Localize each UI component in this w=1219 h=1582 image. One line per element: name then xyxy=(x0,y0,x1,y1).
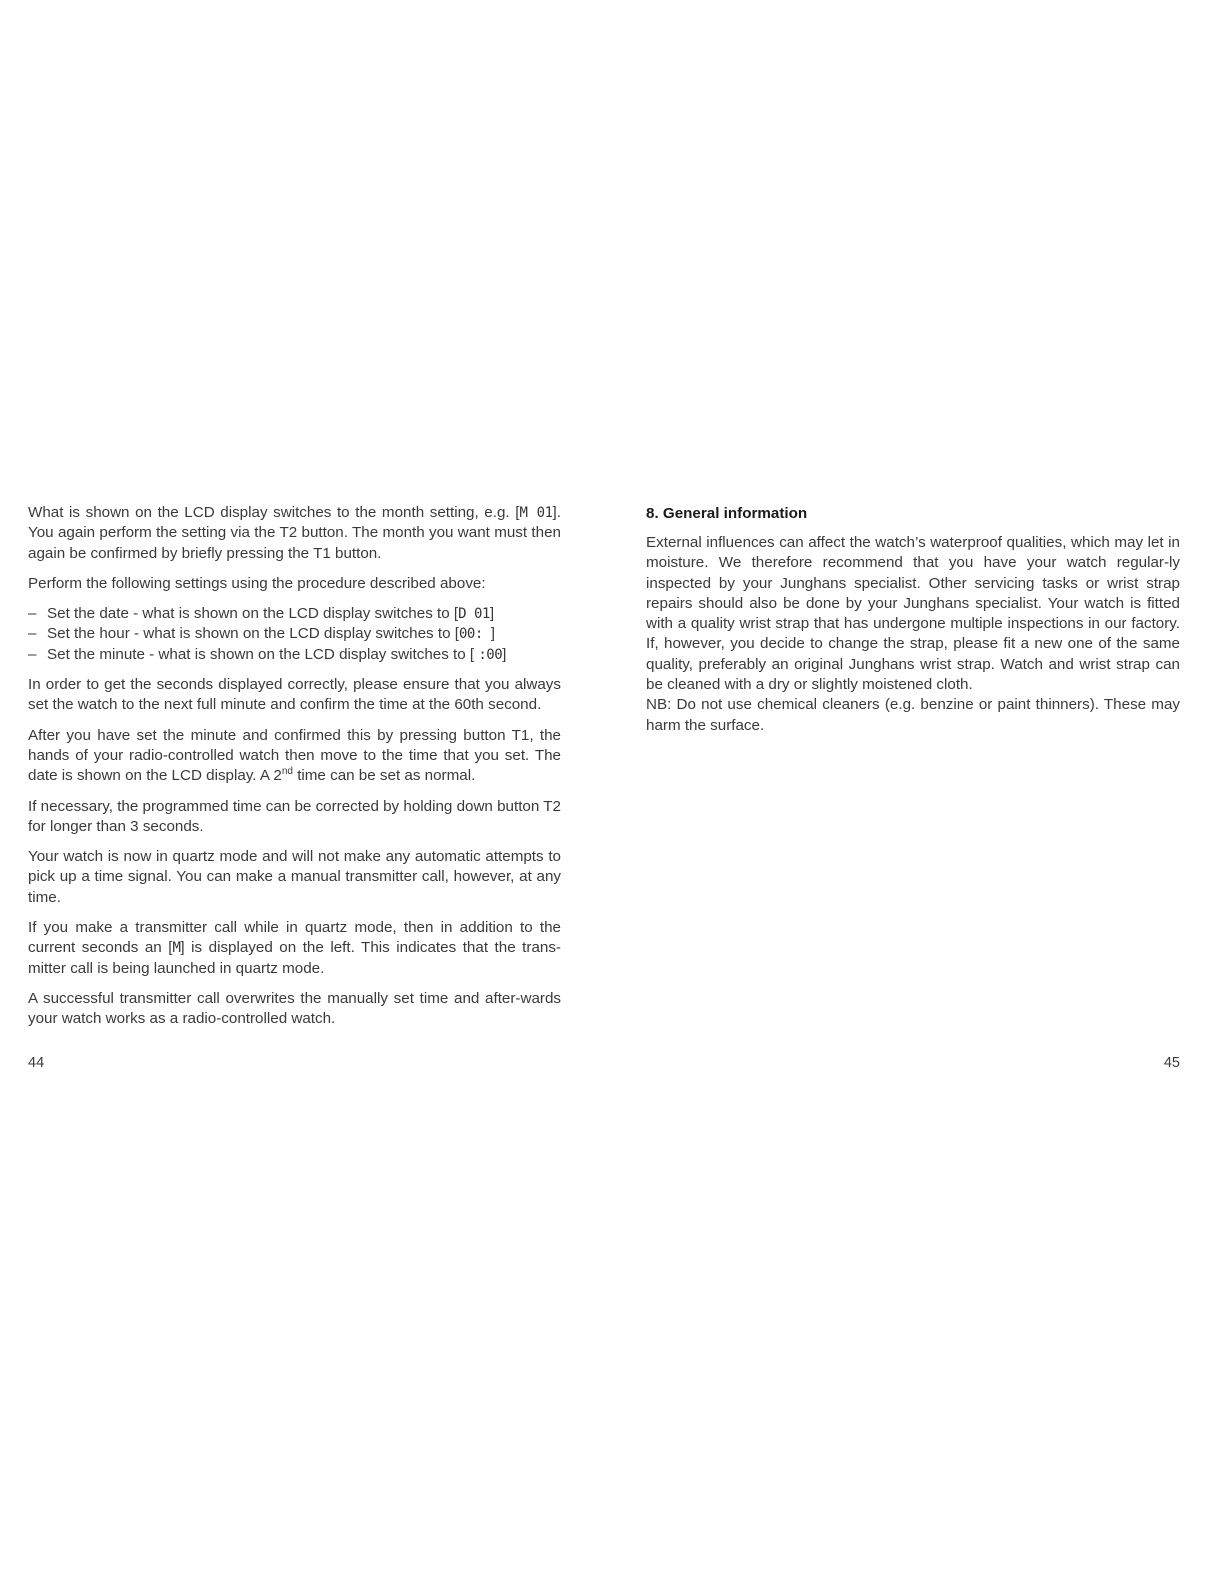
text: ] is displayed on the left. This indicates that the trans-mitter call is being launched in quartz mode. xyxy=(28,939,561,977)
text: Set the minute - what is shown on the LCD display switches to [ xyxy=(47,645,479,663)
paragraph-successful-call: A successful transmitter call overwrites the manually set time and after-wards your watch works as a radio-controlled watch. xyxy=(28,989,561,1028)
paragraph-general-info: External influences can affect the watch’s waterproof qualities, which may let in moisture. We therefore recommend that you have your watch regular-ly inspected by your Junghans specialist. Other servicing tasks or wrist strap repairs should also be done by your Junghans specialist. Your watch is fitted with a quality wrist strap that has undergone multiple inspections in our factory. If, however, you decide to change the strap, please fit a new one of the same quality, preferably an original Junghans wrist strap. Watch and wrist strap can be cleaned with a dry or slightly moistened cloth. xyxy=(646,534,1180,694)
lcd-glyph-minute: :00 xyxy=(478,646,503,663)
paragraph-quartz-mode: Your watch is now in quartz mode and will not make any automatic attempts to pick up a time signal. You can make a manual transmitter call, however, at any time. xyxy=(28,848,561,906)
lcd-glyph-hour: 00: xyxy=(458,626,491,643)
paragraph-transmitter-call xyxy=(28,918,561,979)
paragraph-minute-confirm xyxy=(28,726,561,787)
text: After you have set the minute and confirmed this by pressing button T1, the hands of your radio-controlled watch then move to the time that you set. The date is shown on the LCD display. A 2 xyxy=(28,726,561,785)
right-page-column xyxy=(646,503,1180,736)
text: Set the hour - what is shown on the LCD display switches to [ xyxy=(47,625,459,643)
superscript-nd: nd xyxy=(281,766,293,778)
text: If you make a transmitter call while in quartz mode, then in addition to the current seconds an [ xyxy=(28,919,561,957)
lcd-glyph-date: D 01 xyxy=(458,606,490,623)
page-number-left: 44 xyxy=(28,1055,45,1071)
section-heading: 8. General information xyxy=(646,505,808,522)
settings-list xyxy=(28,604,561,665)
text: ] xyxy=(489,605,495,623)
paragraph-month-setting xyxy=(28,503,561,564)
page-number-right: 45 xyxy=(1163,1055,1180,1071)
dash-marker: – xyxy=(28,645,37,663)
text: What is shown on the LCD display switches to the month setting, e.g. [ xyxy=(28,504,520,521)
list-item xyxy=(28,645,561,665)
text: ]. You again perform the setting via the T2 button. The month you want must then again be confirmed by briefly pressing the T1 button. xyxy=(28,504,561,562)
paragraph-procedure-intro: Perform the following settings using the procedure described above: xyxy=(28,574,486,592)
lcd-glyph-month: M 01 xyxy=(519,505,553,521)
paragraph-nb-warning: NB: Do not use chemical cleaners (e.g. benzine or paint thinners). These may harm the surface. xyxy=(646,696,1180,734)
list-item xyxy=(28,604,561,624)
dash-marker: – xyxy=(28,605,37,623)
dash-marker: – xyxy=(28,625,37,643)
left-page-column xyxy=(28,503,561,1030)
text: ] xyxy=(502,645,507,663)
text: ] xyxy=(490,625,495,643)
paragraph-correction: If necessary, the programmed time can be corrected by holding down button T2 for longer than 3 seconds. xyxy=(28,797,561,835)
list-item xyxy=(28,624,561,644)
text: Set the date - what is shown on the LCD display switches to [ xyxy=(47,605,459,623)
paragraph-seconds: In order to get the seconds displayed correctly, please ensure that you always set the watch to the next full minute and confirm the time at the 60th second. xyxy=(28,676,561,714)
text: time can be set as normal. xyxy=(292,767,476,785)
lcd-glyph-m: M xyxy=(172,940,181,957)
